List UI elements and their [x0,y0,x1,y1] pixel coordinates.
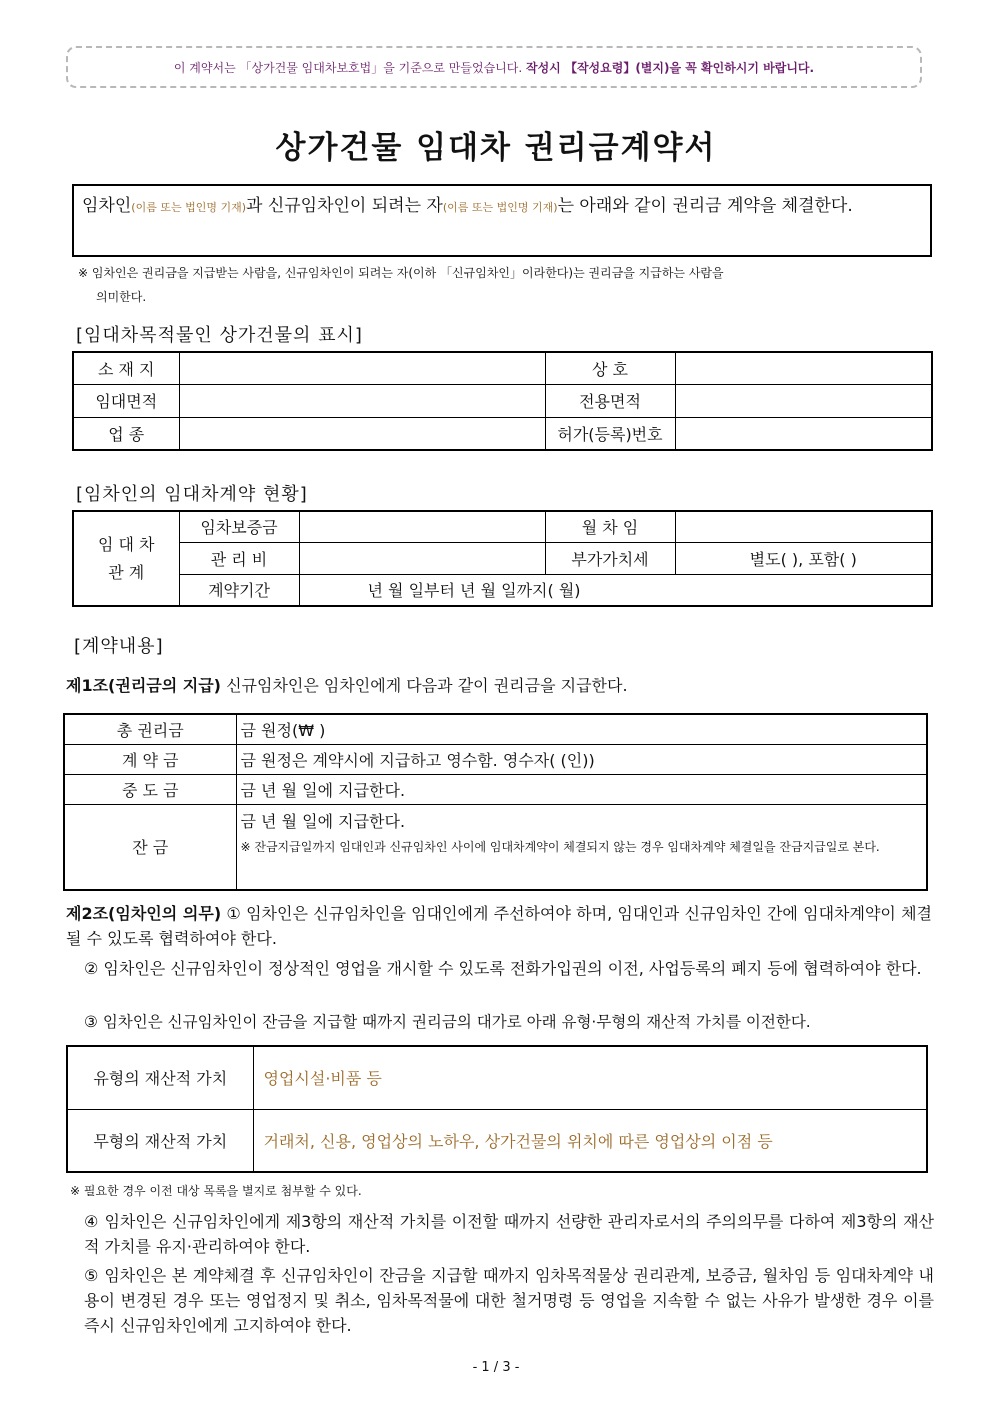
intro-box [72,184,932,257]
intro-note: ※ 임차인은 권리금을 지급받는 사람을, 신규임차인이 되려는 자(이하 「신규임차인」이라한다)는 권리금을 지급하는 사람을 [78,266,724,280]
value-note: ※ 필요한 경우 이전 대상 목록을 별지로 첨부할 수 있다. [70,1184,362,1198]
property-table [72,351,933,451]
notice-emphasis: 작성시 【작성요령】(별지)을 꼭 확인하시기 바랍니다. [526,60,815,75]
notice-banner [66,46,922,88]
article-1-head: 제1조(권리금의 지급) [66,676,221,695]
license-field[interactable] [675,417,932,450]
lease-area-field[interactable] [179,384,545,417]
intangible-value: 거래처, 신용, 영업상의 노하우, 상가건물의 위치에 따른 영업상의 이점 등 [253,1109,927,1172]
license-label: 허가(등록)번호 [545,417,675,450]
monthly-rent-field[interactable] [675,511,932,542]
interim-payment-field[interactable]: 금 년 월 일에 지급한다. [236,774,927,804]
name-hint: (이름 또는 법인명 기재) [442,201,558,214]
intro-note: 의미한다. [96,290,147,304]
payment-table [63,713,928,891]
deposit-field[interactable] [299,511,545,542]
deposit-label: 임차보증금 [179,511,299,542]
section-heading: [임대차목적물인 상가건물의 표시] [76,325,363,346]
business-label: 업 종 [73,417,179,450]
intro-text: 과 신규임차인이 되려는 자 [246,196,443,216]
trade-name-field[interactable] [675,352,932,384]
total-premium-field[interactable]: 금 원정(₩ ) [236,714,927,744]
tangible-label: 유형의 재산적 가치 [67,1046,253,1109]
article-1-body: 신규임차인은 임차인에게 다음과 같이 권리금을 지급한다. [220,676,628,695]
article-2-head: 제2조(임차인의 의무) [66,904,222,923]
section-heading: [임차인의 임대차계약 현황] [76,484,308,505]
monthly-rent-label: 월 차 임 [545,511,675,542]
tangible-value: 영업시설·비품 등 [253,1046,927,1109]
intro-text: 임차인 [82,196,132,216]
article-1 [66,674,628,698]
balance-field[interactable]: 금 년 월 일에 지급한다. [240,811,406,831]
mgmt-fee-label: 관 리 비 [179,542,299,574]
total-premium-label: 총 권리금 [64,714,236,744]
notice-text: 이 계약서는 「상가건물 임대차보호법」을 기준으로 만들었습니다. [173,60,523,75]
page-number: - 1 / 3 - [472,1360,520,1375]
interim-payment-label: 중 도 금 [64,774,236,804]
name-hint: (이름 또는 법인명 기재) [131,201,246,214]
exclusive-area-field[interactable] [675,384,932,417]
balance-note: ※ 잔금지급일까지 임대인과 신규임차인 사이에 임대차계약이 체결되지 않는 경우 임대차계약 체결일을 잔금지급일로 본다. [240,839,880,854]
period-field[interactable]: 년 월 일부터 년 월 일까지( 월) [299,574,932,606]
lease-table [72,510,933,607]
document-title: 상가건물 임대차 권리금계약서 [275,130,717,166]
deposit-payment-field[interactable]: 금 원정은 계약시에 지급하고 영수함. 영수자( (인)) [236,744,927,774]
trade-name-label: 상 호 [545,352,675,384]
mgmt-fee-field[interactable] [299,542,545,574]
article-2-p5: ⑤ 임차인은 본 계약체결 후 신규임차인이 잔금을 지급할 때까지 임차목적물상 권리관계, 보증금, 월차임 등 임대차계약 내용이 변경된 경우 또는 영업정지 및 취소, 임차목적물에 대한 철거명령 등 영업을 지속할 수 없는 사유가 발생한 경우 이를 즉시 신규임차인에게 고지하여야 한다. [84,1266,934,1335]
article-2-text: ① 임차인은 신규임차인을 임대인에게 주선하여야 하며, 임대인과 신규임차인 간에 임대차계약이 체결될 수 있도록 협력하여야 한다. [66,904,933,948]
lease-area-label: 임대면적 [73,384,179,417]
exclusive-area-label: 전용면적 [545,384,675,417]
article-2-p1 [66,901,932,951]
article-2-p2: ② 임차인은 신규임차인이 정상적인 영업을 개시할 수 있도록 전화가입권의 이전, 사업등록의 폐지 등에 협력하여야 한다. [84,959,922,978]
article-2-p3: ③ 임차인은 신규임차인이 잔금을 지급할 때까지 권리금의 대가로 아래 유형·무형의 재산적 가치를 이전한다. [84,1013,811,1031]
vat-label: 부가가치세 [545,542,675,574]
intro-text: 는 아래와 같이 권리금 계약을 체결한다. [557,196,853,216]
vat-field[interactable]: 별도( ), 포함( ) [675,542,932,574]
article-2-p4: ④ 임차인은 신규임차인에게 제3항의 재산적 가치를 이전할 때까지 선량한 관리자로서의 주의의무를 다하여 제3항의 재산적 가치를 유지·관리하여야 한다. [84,1212,934,1256]
section-heading: [계약내용] [74,636,164,657]
value-table [66,1045,928,1173]
period-label: 계약기간 [179,574,299,606]
intangible-label: 무형의 재산적 가치 [67,1109,253,1172]
balance-cell [236,804,927,890]
lease-relation-label: 임 대 차 관 계 [73,511,179,606]
location-label: 소 재 지 [73,352,179,384]
location-field[interactable] [179,352,545,384]
business-field[interactable] [179,417,545,450]
balance-label: 잔 금 [64,804,236,890]
deposit-payment-label: 계 약 금 [64,744,236,774]
